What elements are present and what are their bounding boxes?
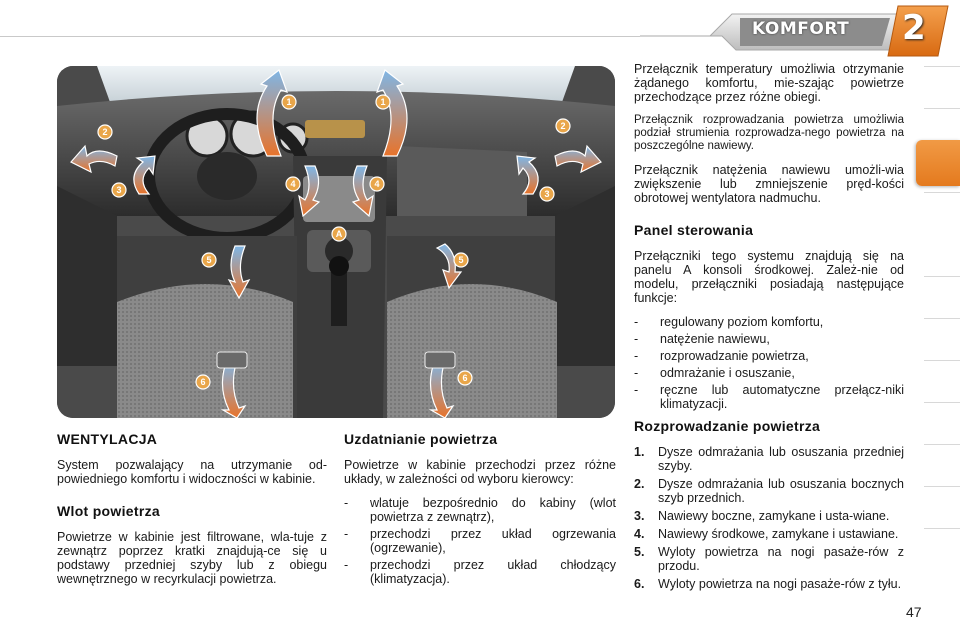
list-item [634,477,904,505]
heading-wlot-powietrza: Wlot powietrza [57,503,160,519]
item-number: 3. [634,509,645,523]
list-item: - natężenie nawiewu, [634,332,904,346]
item-number: 4. [634,527,645,541]
column-right [634,62,904,595]
header-rule [0,36,640,37]
panel-paragraph: Przełączniki tego systemu znajdują się na panelu A konsoli środkowej. Zależ-nie od modelu, przełączniki posiadają następujące funkcje: [634,249,904,305]
list-item [634,527,904,541]
item-text: Wyloty powietrza na nogi pasaże-rów z przodu. [658,545,904,573]
list-item [634,577,904,591]
item-number: 1. [634,445,645,459]
uzdatnianie-paragraph: Powietrze w kabinie przechodzi przez różne układy, w zależności od wyboru kierowcy: [344,458,616,486]
thumb-tab [924,360,960,402]
item-text: Nawiewy boczne, zamykane i usta-wiane. [658,509,890,523]
list-item: - przechodzi przez układ ogrzewania (ogrzewanie), [344,527,616,555]
list-item [634,445,904,473]
cabin-drawing [57,66,615,418]
callout-label: 1 [380,97,386,107]
blower-paragraph: Przełącznik natężenia nawiewu umożli-wia zwiększenie lub zmniejszenie pręd-kości obrotowej wentylatora nadmuchu. [634,163,904,205]
callout-label: 6 [200,377,206,387]
distribution-paragraph: Przełącznik rozprowadzania powietrza umożliwia podział strumienia rozprowadza-nego powietrza na poszczególne nawiewy. [634,114,904,152]
page-number: 47 [906,604,922,620]
item-text: Nawiewy środkowe, zamykane i ustawiane. [658,527,899,541]
column-left [57,432,327,596]
list-item: - przechodzi przez układ chłodzący (klimatyzacja). [344,558,616,586]
item-number: 5. [634,545,645,559]
temperature-paragraph: Przełącznik temperatury umożliwia otrzymanie żądanego komfortu, mie-szając powietrze przechodzące przez różne obiegi. [634,62,904,104]
thumb-tab [924,486,960,528]
heading-rozprowadzanie: Rozprowadzanie powietrza [634,418,821,434]
callout-label: 2 [102,127,108,137]
heading-uzdatnianie: Uzdatnianie powietrza [344,431,498,447]
callout-label: 4 [290,179,296,189]
list-item [634,545,904,573]
thumb-tab [924,66,960,108]
callout-label: 1 [286,97,292,107]
list-item: - odmrażanie i osuszanie, [634,366,904,380]
column-middle [344,432,616,594]
callout-label: 3 [544,189,550,199]
callout-label: 3 [116,185,122,195]
list-item: - rozprowadzanie powietrza, [634,349,904,363]
heading-wentylacja: WENTYLACJA [57,431,158,447]
heading-panel-sterowania: Panel sterowania [634,222,754,238]
uzdatnianie-list [344,496,616,586]
thumb-tab [924,276,960,318]
thumb-tab [924,444,960,486]
panel-functions-list [634,315,904,411]
cabin-illustration [57,66,615,418]
item-text: Wyloty powietrza na nogi pasaże-rów z tyłu. [658,577,902,591]
item-text: Dysze odmrażania lub osuszania przedniej szyby. [658,445,904,473]
vent-legend-list [634,445,904,591]
callout-label: 5 [206,255,212,265]
list-item: - ręczne lub automatyczne przełącz-niki klimatyzacji. [634,383,904,411]
thumb-tab-active [916,140,960,186]
thumb-tab [924,192,960,234]
callout-label: A [335,229,343,239]
wlot-paragraph: Powietrze w kabinie jest filtrowane, wla-tuje z zewnątrz poprzez kratki znajdują-ce się u podstawy przedniej szyby lub z obiegu wewnętrznego w recyrkulacji powietrza. [57,530,327,586]
callout-label: 5 [458,255,464,265]
callout-label: 4 [374,179,380,189]
chapter-number: 2 [902,8,926,48]
callout-label: 6 [462,373,468,383]
callout-label: 2 [560,121,566,131]
list-item: - wlatuje bezpośrednio do kabiny (wlot powietrza z zewnątrz), [344,496,616,524]
thumb-tab [924,528,960,570]
list-item [634,509,904,523]
item-number: 2. [634,477,645,491]
thumb-tab [924,402,960,444]
list-item: - regulowany poziom komfortu, [634,315,904,329]
chapter-title: KOMFORT [752,19,850,39]
thumb-tab [924,318,960,360]
intro-paragraph: System pozwalający na utrzymanie od-powiedniego komfortu i widoczności w kabinie. [57,458,327,486]
page-header [0,0,960,60]
item-number: 6. [634,577,645,591]
item-text: Dysze odmrażania lub osuszania bocznych szyb przednich. [658,477,904,505]
